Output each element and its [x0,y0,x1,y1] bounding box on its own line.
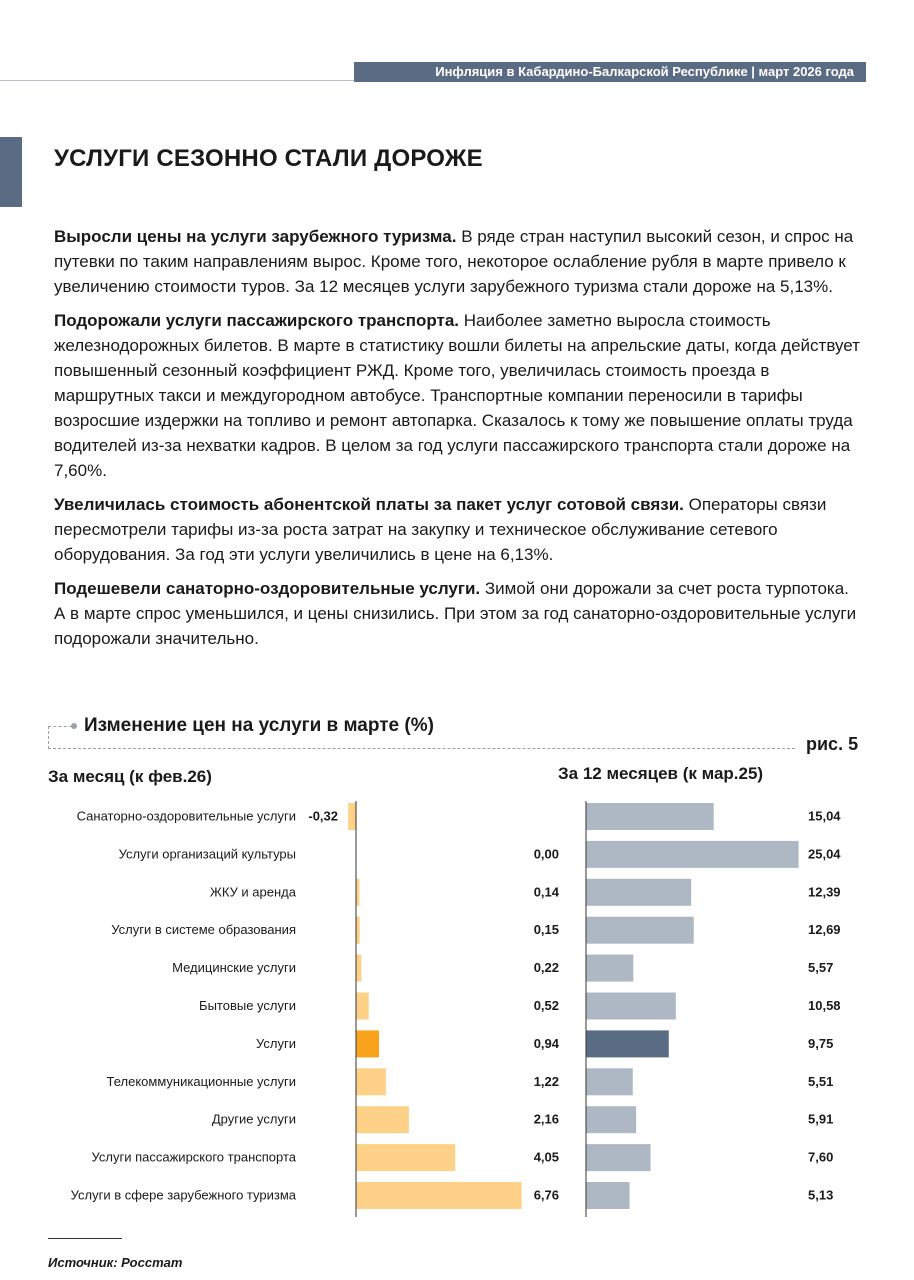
figure-number: рис. 5 [806,734,859,754]
monthly-value-label: 6,76 [533,1187,559,1203]
yearly-bar [586,993,676,1020]
monthly-bar [356,879,359,906]
monthly-bar [356,993,369,1020]
monthly-value-label: 0,22 [533,960,559,976]
yearly-bar [586,803,714,830]
yearly-value-label: 5,13 [808,1187,834,1203]
paragraph-body: Операторы связи пересмотрели тарифы из-за роста затрат на закупку и техническое обслуживание сетевого оборудования. За год эти услуги увеличились в цене на 6,13%. [54,495,827,564]
category-label: Услуги организаций культуры [118,846,296,862]
monthly-bar [348,803,356,830]
yearly-bar [586,1182,630,1209]
page-title: УСЛУГИ СЕЗОННО СТАЛИ ДОРОЖЕ [54,145,483,172]
report-header: Инфляция в Кабардино-Балкарской Республике | март 2026 года [354,62,866,82]
monthly-bar [356,955,361,982]
yearly-bar [586,879,691,906]
yearly-bar [586,1144,651,1171]
figure-title: Изменение цен на услуги в марте (%) [84,715,434,736]
monthly-bar [356,917,360,944]
yearly-bar [586,1068,633,1095]
category-label: Другие услуги [211,1111,296,1127]
monthly-bar [356,1144,455,1171]
yearly-value-label: 5,51 [808,1073,834,1089]
paragraph-lead: Подешевели санаторно-оздоровительные услуги. [54,579,481,598]
yearly-value-label: 12,69 [808,922,841,938]
yearly-value-label: 15,04 [808,808,841,824]
monthly-bar [356,1068,386,1095]
yearly-bar [586,841,799,868]
monthly-value-label: 0,15 [533,922,559,938]
yearly-bar [586,955,633,982]
monthly-bar [356,1106,409,1133]
category-label: Услуги в системе образования [111,922,296,938]
monthly-value-label: 4,05 [533,1149,559,1165]
category-label: Бытовые услуги [199,998,296,1013]
yearly-value-label: 10,58 [808,998,841,1013]
yearly-value-label: 5,91 [808,1111,834,1127]
yearly-value-label: 5,57 [808,960,834,976]
monthly-value-label: 0,14 [533,884,559,900]
yearly-bar [586,1106,636,1133]
yearly-bar [586,917,694,944]
monthly-value-label: 1,22 [533,1073,559,1089]
monthly-value-label: 0,52 [533,998,559,1013]
paragraph-lead: Увеличилась стоимость абонентской платы за пакет услуг сотовой связи. [54,495,684,514]
category-label: Услуги [256,1035,296,1051]
paragraph-lead: Выросли цены на услуги зарубежного туризма. [54,227,457,246]
yearly-value-label: 12,39 [808,884,841,900]
monthly-bar [356,1182,522,1209]
category-label: Медицинские услуги [172,960,296,976]
source-note: Источник: Росстат [48,1255,183,1270]
monthly-value-label: 0,94 [533,1035,559,1051]
source-rule [48,1238,122,1239]
paragraph-body: Наиболее заметно выросла стоимость железнодорожных билетов. В марте в статистику вошли билеты на апрельские даты, когда действует повышенный сезонный коэффициент РЖД. Кроме того, увеличилась стоимость проезда в маршрутных такси и междугородном автобусе. Транспортные компании переносили в тарифы возросшие издержки на топливо и ремонт автопарка. Сказалось к тому же повышение оплаты труда водителей из-за нехватки кадров. В целом за год услуги пассажирского транспорта стали дороже на 7,60%. [54,311,860,480]
monthly-value-label: 0,00 [533,846,559,862]
series-title-monthly: За месяц (к фев.26) [48,767,212,786]
yearly-value-label: 25,04 [808,846,841,862]
category-label: Услуги в сфере зарубежного туризма [70,1187,296,1203]
category-label: Услуги пассажирского транспорта [91,1149,296,1165]
paragraph-body: В ряде стран наступил высокий сезон, и спрос на путевки по таким направлениям вырос. Кроме того, некоторое ослабление рубля в марте привело к увеличению стоимости туров. За 12 месяцев услуги зарубежного туризма стали дороже на 5,13%. [54,227,854,296]
yearly-value-label: 9,75 [808,1035,834,1051]
category-label: Телекоммуникационные услуги [106,1073,296,1089]
yearly-value-label: 7,60 [808,1149,834,1165]
monthly-bar [356,1030,379,1057]
category-label: ЖКУ и аренда [209,884,296,900]
series-title-yearly: За 12 месяцев (к мар.25) [558,764,764,783]
paragraph-lead: Подорожали услуги пассажирского транспорта. [54,311,460,330]
category-label: Санаторно-оздоровительные услуги [76,808,296,824]
paragraph-body: Зимой они дорожали за счет роста турпотока. А в марте спрос уменьшился, и цены снизились. При этом за год санаторно-оздоровительные услуги подорожали значительно. [54,579,857,648]
monthly-value-label: -0,32 [308,808,338,824]
yearly-bar [586,1030,669,1057]
monthly-value-label: 2,16 [533,1111,559,1127]
